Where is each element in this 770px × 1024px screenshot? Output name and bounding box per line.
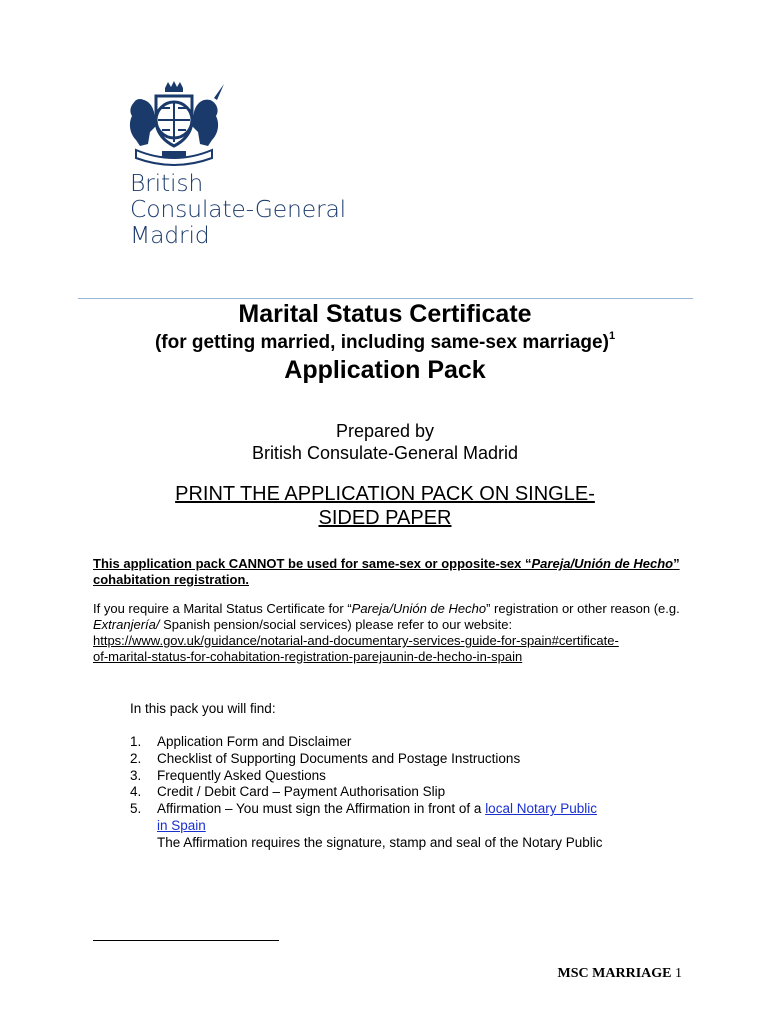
org-name-line-2: Consulate-General: [130, 195, 346, 223]
list-item: [130, 751, 690, 768]
org-name-line-3: Madrid: [130, 221, 210, 249]
page-number: 1: [675, 966, 682, 981]
warning-text-2: ” cohabitation registration.: [93, 556, 680, 587]
warning-italic: Pareja/Unión de Hecho: [531, 556, 674, 571]
print-notice-line-1: PRINT THE APPLICATION PACK ON SINGLE-: [175, 483, 595, 505]
url-line-1: https://www.gov.uk/guidance/notarial-and-documentary-services-guide-for-spain#certificate-: [93, 633, 619, 648]
page-footer: [470, 966, 682, 982]
list-text: Credit / Debit Card – Payment Authorisation Slip: [157, 784, 446, 800]
footnote-marker: 1: [608, 330, 616, 342]
application-pack-heading: Application Pack: [284, 356, 486, 384]
document-title: Marital Status Certificate: [238, 300, 532, 328]
prepared-by-line-1: Prepared by: [335, 421, 435, 441]
prepared-by: [0, 420, 770, 464]
cohabitation-warning: [93, 556, 683, 588]
info-paragraph: [93, 601, 683, 665]
list-number: 4.: [130, 784, 142, 800]
info-text-1: If you require a Marital Status Certificate for “: [93, 601, 352, 616]
info-text-3: Spanish pension/social services) please refer to our website:: [159, 617, 513, 632]
affirmation-text: Affirmation – You must sign the Affirmation in front of a: [157, 801, 486, 817]
print-notice: [0, 482, 770, 530]
contents-intro: In this pack you will find:: [130, 701, 276, 716]
document-subtitle: [0, 332, 770, 354]
list-item: [130, 801, 690, 851]
list-number: 5.: [130, 801, 142, 817]
list-text: Application Form and Disclaimer: [157, 734, 352, 749]
header-divider: [78, 298, 693, 299]
subtitle-text: (for getting married, including same-sex marriage): [154, 332, 609, 353]
affirmation-note: The Affirmation requires the signature, stamp and seal of the Notary Public: [157, 834, 603, 850]
organisation-name: [130, 170, 430, 248]
prepared-by-line-2: British Consulate-General Madrid: [251, 443, 519, 463]
footnote-divider: [93, 940, 279, 941]
print-notice-line-2: SIDED PAPER: [318, 507, 452, 529]
in-spain-link[interactable]: in Spain: [157, 817, 206, 833]
list-item: [130, 734, 690, 751]
list-text: Frequently Asked Questions: [157, 767, 326, 783]
list-text: Checklist of Supporting Documents and Postage Instructions: [157, 750, 521, 766]
list-number: 3.: [130, 767, 142, 783]
contents-list: [130, 734, 690, 852]
list-item: [130, 784, 690, 801]
list-item: [130, 768, 690, 785]
royal-coat-of-arms-icon: [118, 80, 230, 166]
info-italic-2: Extranjería/: [93, 617, 160, 632]
list-number: 2.: [130, 750, 142, 766]
local-notary-public-link[interactable]: local Notary Public: [485, 801, 597, 817]
org-name-line-1: British: [130, 169, 204, 197]
url-line-2: of-marital-status-for-cohabitation-registration-parejaunin-de-hecho-in-spain: [93, 649, 523, 664]
warning-text-1: This application pack CANNOT be used for same-sex or opposite-sex “: [93, 556, 532, 571]
info-text-2: ” registration or other reason (e.g.: [486, 601, 680, 616]
list-text: [157, 801, 603, 851]
list-number: 1.: [130, 734, 142, 749]
footer-label: MSC MARRIAGE: [557, 966, 672, 981]
gov-uk-guidance-link[interactable]: [93, 633, 619, 664]
info-italic-1: Pareja/Unión de Hecho: [351, 601, 487, 616]
